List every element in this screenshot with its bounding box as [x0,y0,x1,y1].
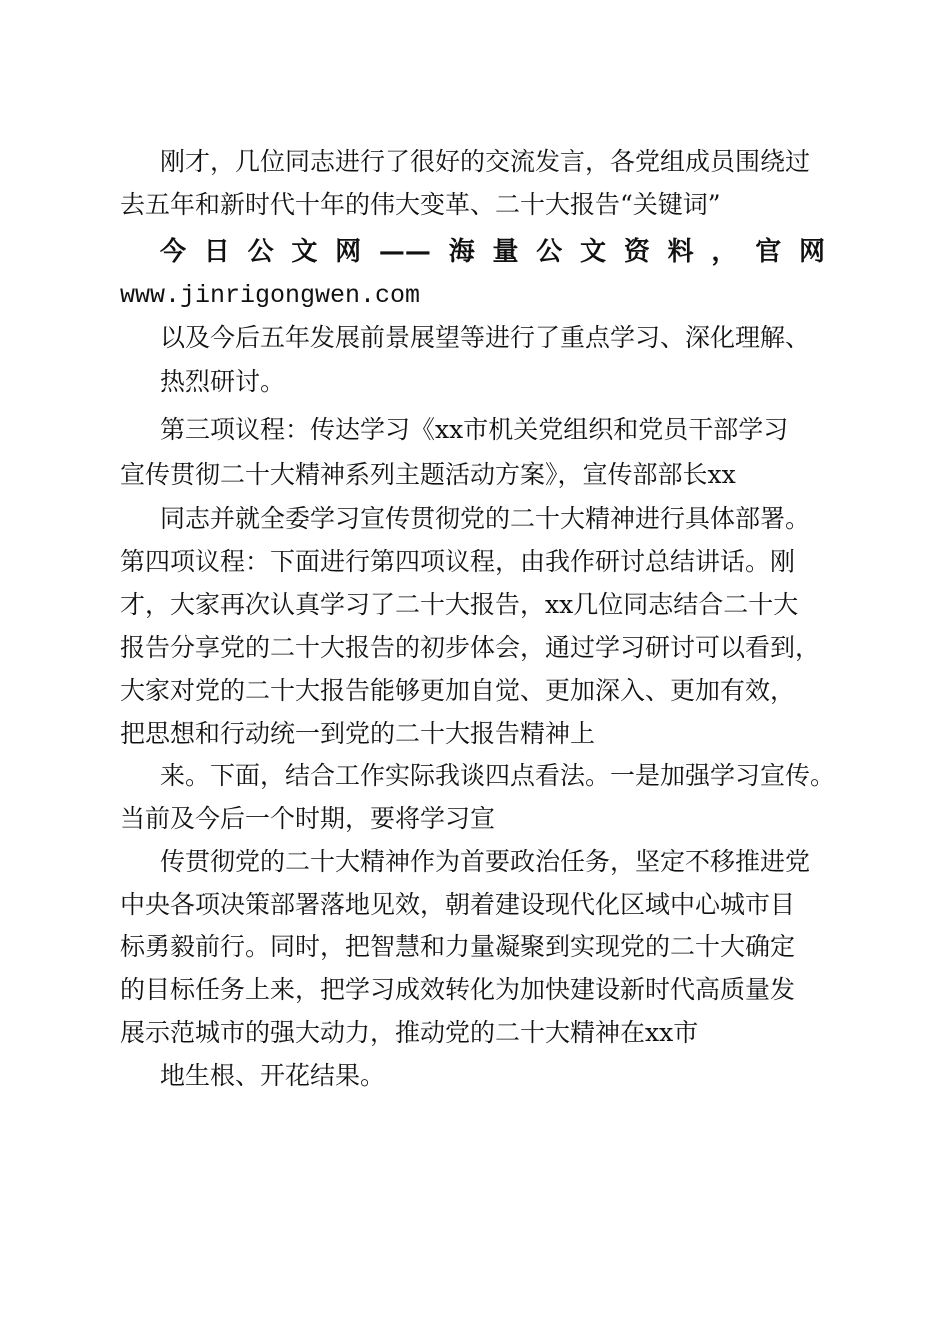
paragraph-line: 第四项议程：下面进行第四项议程，由我作研讨总结讲话。刚 [120,547,796,576]
paragraph-line: 大家对党的二十大报告能够更加自觉、更加深入、更加有效， [120,676,796,705]
paragraph-line: 第三项议程：传达学习《xx市机关党组织和党员干部学习 [160,415,789,444]
paragraph-line: 当前及今后一个时期，要将学习宣 [120,804,496,833]
paragraph-line: 同志并就全委学习宣传贯彻党的二十大精神进行具体部署。 [160,504,811,533]
paragraph-line: 标勇毅前行。同时，把智慧和力量凝聚到实现党的二十大确定 [120,932,796,961]
paragraph-line: 去五年和新时代十年的伟大变革、二十大报告“关键词” [120,190,721,219]
paragraph-line: 中央各项决策部署落地见效，朝着建设现代化区域中心城市目 [120,890,796,919]
paragraph-line: 报告分享党的二十大报告的初步体会，通过学习研讨可以看到， [120,633,821,662]
website-url: www.jinrigongwen.com [120,281,421,310]
watermark-heading: 今日公文网——海量公文资料，官网 [160,237,825,267]
paragraph-line: 的目标任务上来，把学习成效转化为加快建设新时代高质量发 [120,975,796,1004]
paragraph-line: 热烈研讨。 [160,367,286,396]
paragraph-line: 刚才，几位同志进行了很好的交流发言，各党组成员围绕过 [160,147,811,176]
paragraph-line: 来。下面，结合工作实际我谈四点看法。一是加强学习宣传。 [160,761,836,790]
paragraph-line: 以及今后五年发展前景展望等进行了重点学习、深化理解、 [160,323,811,352]
paragraph-line: 宣传贯彻二十大精神系列主题活动方案》，宣传部部长xx [120,460,736,489]
paragraph-line: 展示范城市的强大动力，推动党的二十大精神在xx市 [120,1018,699,1047]
paragraph-line: 才，大家再次认真学习了二十大报告，xx几位同志结合二十大 [120,590,799,619]
paragraph-line: 地生根、开花结果。 [160,1061,386,1090]
paragraph-line: 传贯彻党的二十大精神作为首要政治任务，坚定不移推进党 [160,847,811,876]
paragraph-line: 把思想和行动统一到党的二十大报告精神上 [120,719,596,748]
